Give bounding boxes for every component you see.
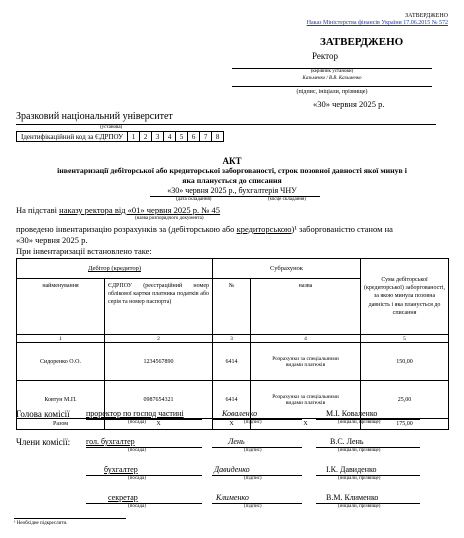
head-signature-name: Казьменко / В.В. Казьменко	[302, 76, 362, 81]
sign-caption: (підпис)	[244, 420, 262, 425]
basis-prefix: На підставі	[16, 205, 58, 215]
footnote: ¹ Необхідне підкреслити.	[14, 521, 68, 526]
approval-title: ЗАТВЕРДЖЕНО	[320, 36, 404, 48]
org-caption: (установа)	[100, 125, 123, 130]
date-caption: (дата складання)	[176, 197, 212, 202]
org-line	[16, 124, 436, 125]
sign-caption: (підпис)	[244, 448, 262, 453]
row-num: 6414	[213, 381, 251, 419]
edrpou-label: Ідентифікаційний код за ЄДРПОУ	[17, 132, 128, 142]
sig-name: М.І. Коваленко	[326, 409, 378, 418]
basis-link: наказу ректора від «01» червня 2025 р. № 45	[59, 205, 221, 215]
total-row	[17, 419, 449, 430]
edrpou-digit: 2	[140, 132, 152, 142]
members-label: Члени комісії:	[16, 437, 71, 447]
sig-name: В.С. Лень	[330, 437, 364, 446]
row-sum: 150,00	[361, 343, 449, 381]
place-caption: (місце складання)	[268, 197, 307, 202]
sign-caption: (підпис)	[244, 476, 262, 481]
header-subname: назва	[251, 279, 361, 335]
edrpou-table	[16, 131, 224, 142]
header-debtor	[17, 259, 213, 279]
edrpou-digit: 3	[152, 132, 164, 142]
order-link[interactable]: Наказ Міністерства фінансів України 17.06.2015 № 572	[306, 20, 448, 26]
sig-name: І.К. Давиденко	[326, 465, 377, 474]
header-code: ЄДРПОУ (реєстраційний номер облікової картки платника податків або серія та номер паспорта)	[105, 279, 213, 335]
act-subtitle-1: інвентаризації дебіторської або кредиторської заборгованості, строк позовної давності якої минув і	[57, 166, 407, 175]
col-num: 5	[361, 335, 449, 343]
row-code: 1234567890	[105, 343, 213, 381]
row-name: Ковтун М.П.	[17, 381, 105, 419]
inventory-line	[16, 224, 393, 234]
header-name: найменування	[17, 279, 105, 335]
sign-line	[232, 86, 432, 87]
pos-caption: (посада)	[128, 504, 146, 509]
row-code: 0987654321	[105, 381, 213, 419]
sig-sign: Давиденко	[214, 465, 250, 474]
edrpou-digit: 6	[188, 132, 200, 142]
row-num: 6414	[213, 343, 251, 381]
act-subtitle-2: яка планується до списання	[182, 176, 282, 185]
col-num: 3	[213, 335, 251, 343]
header-num: №	[213, 279, 251, 335]
sig-name: В.М. Клименко	[326, 493, 379, 502]
sig-sign: Клименко	[216, 493, 249, 502]
name-caption: (ініціали, прізвище)	[338, 504, 381, 509]
row-sub: Розрахунки за спеціальними видами платежів	[251, 381, 361, 419]
name-caption: (ініціали, прізвище)	[338, 476, 381, 481]
total-sum: 175,00	[361, 419, 449, 430]
act-title: АКТ	[222, 156, 242, 166]
header-debtor-text: Дебітор (кредитор)	[88, 265, 141, 272]
sig-position: бухгалтер	[104, 465, 138, 474]
sig-position: проректор по господ частині	[86, 409, 184, 418]
inventory-date: «30» червня 2025 р.	[16, 235, 88, 245]
sig-sign: Коваленко	[222, 409, 258, 418]
edrpou-digit: 7	[200, 132, 212, 142]
approval-date: «30» червня 2025 р.	[313, 99, 385, 109]
pos-caption: (посада)	[128, 420, 146, 425]
row-name: Сидоренко О.О.	[17, 343, 105, 381]
debt-table	[16, 258, 449, 430]
org-name: Зразковий національний університет	[16, 111, 173, 122]
edrpou-digit: 5	[176, 132, 188, 142]
name-caption: (ініціали, прізвище)	[338, 420, 381, 425]
head-of-commission-label: Голова комісії	[16, 409, 70, 419]
total-sub: X	[251, 419, 361, 430]
sign-caption: (підпис, ініціали, прізвище)	[296, 89, 368, 95]
edrpou-digit: 8	[212, 132, 224, 142]
table-row	[17, 343, 449, 381]
approved-small-label: ЗАТВЕРДЖЕНО	[405, 13, 448, 19]
approval-position: Ректор	[312, 51, 338, 61]
row-sum: 25,00	[361, 381, 449, 419]
sig-position: гол. бухгалтер	[86, 437, 135, 446]
row-sub: Розрахунки за спеціальними видами платежів	[251, 343, 361, 381]
sig-sign: Лень	[228, 437, 245, 446]
footnote-line	[14, 518, 126, 519]
total-code: X	[105, 419, 213, 430]
edrpou-digit: 1	[128, 132, 140, 142]
act-date-place: «30» червня 2025 р., бухгалтерія ЧНУ	[167, 186, 297, 195]
col-num: 4	[251, 335, 361, 343]
basis-line	[16, 205, 220, 215]
sign-caption: (підпис)	[244, 504, 262, 509]
total-num: X	[213, 419, 251, 430]
pos-caption: (посада)	[128, 476, 146, 481]
pos-caption: (посада)	[128, 448, 146, 453]
name-caption: (ініціали, прізвище)	[338, 448, 381, 453]
sig-position: секретар	[108, 493, 138, 502]
header-subaccount: Субрахунок	[213, 259, 361, 279]
head-caption: (керівник установи)	[310, 69, 354, 74]
findings-intro: При інвентаризації встановлено таке:	[16, 246, 152, 256]
header-sum: Сума дебіторської (кредиторської) заборгованості, за якою минула позовна давність і яка планується до списання	[361, 259, 449, 335]
total-label: Разом	[17, 419, 105, 430]
col-num: 2	[105, 335, 213, 343]
inventory-suffix: )¹ заборгованістю станом на	[291, 224, 393, 234]
edrpou-digit: 4	[164, 132, 176, 142]
inventory-text: проведено інвентаризацію розрахунків за (дебіторською або	[16, 224, 235, 234]
inventory-underlined: кредиторською	[236, 224, 292, 234]
basis-caption: (назва розпорядчого документа)	[135, 216, 204, 221]
col-num: 1	[17, 335, 105, 343]
